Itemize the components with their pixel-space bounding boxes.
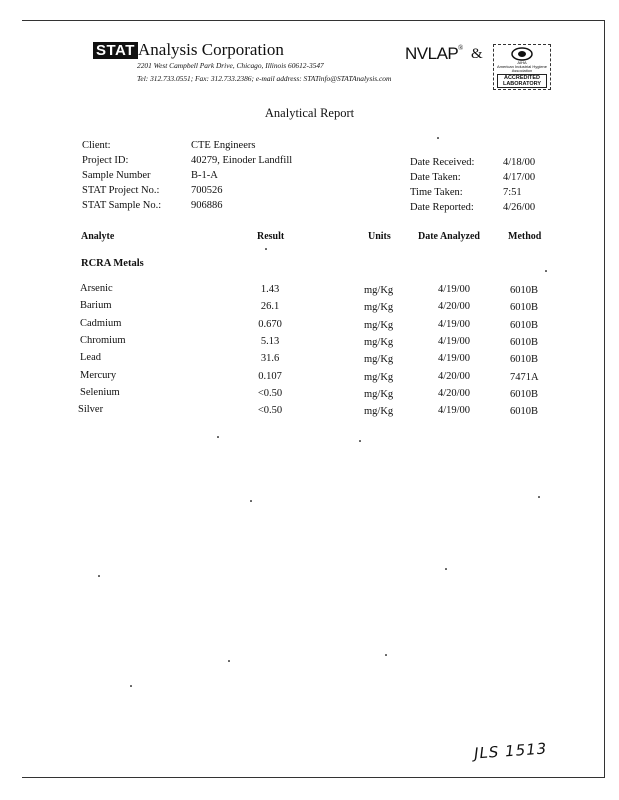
accredited-line-1: ACCREDITED xyxy=(503,75,541,81)
stat-sample-label: STAT Sample No.: xyxy=(82,200,162,211)
row-date: 4/20/00 xyxy=(437,371,471,382)
company-address: 2201 West Campbell Park Drive, Chicago, Illinois 60612-3547 xyxy=(137,61,324,70)
row-analyte: Silver xyxy=(78,404,104,415)
handwritten-annotation: JLS 1513 xyxy=(473,739,548,763)
time-taken-label: Time Taken: xyxy=(410,187,463,198)
header-result: Result xyxy=(257,231,285,242)
aiha-seal-icon xyxy=(511,47,533,61)
aiha-abbrev: AIHA xyxy=(517,60,527,65)
row-result: 31.6 xyxy=(260,353,280,364)
row-date: 4/19/00 xyxy=(437,284,471,295)
row-method: 6010B xyxy=(510,302,539,313)
scan-speck xyxy=(385,654,387,656)
accredited-label xyxy=(497,74,547,88)
row-analyte: Chromium xyxy=(80,335,126,346)
nvlap-logo: NVLAP xyxy=(405,44,459,63)
scan-speck xyxy=(265,248,267,250)
row-units: mg/Kg xyxy=(364,406,394,417)
section-title: RCRA Metals xyxy=(81,258,144,269)
company-name: Analysis Corporation xyxy=(138,40,284,59)
header-method: Method xyxy=(508,231,542,242)
date-reported-value: 4/26/00 xyxy=(503,202,536,213)
row-units: mg/Kg xyxy=(364,285,394,296)
row-units: mg/Kg xyxy=(364,354,394,365)
stat-logo: STAT xyxy=(93,42,138,59)
page-border-bottom xyxy=(22,777,605,778)
row-date: 4/19/00 xyxy=(437,405,471,416)
header-units: Units xyxy=(368,231,391,242)
row-date: 4/19/00 xyxy=(437,336,471,347)
row-method: 6010B xyxy=(510,320,539,331)
project-id-value: 40279, Einoder Landfill xyxy=(191,155,293,166)
client-value: CTE Engineers xyxy=(191,140,256,151)
date-received-label: Date Received: xyxy=(410,157,475,168)
scan-speck xyxy=(538,496,540,498)
report-title: Analytical Report xyxy=(264,106,355,120)
page-border-right xyxy=(604,20,605,778)
row-result: 26.1 xyxy=(260,301,280,312)
date-taken-label: Date Taken: xyxy=(410,172,461,183)
nvlap-registered-mark: ® xyxy=(458,44,464,52)
page-border-top xyxy=(22,20,605,21)
company-contact: Tel: 312.733.0551; Fax: 312.733.2386; e-mail address: STATinfo@STATAnalysis.com xyxy=(137,74,392,83)
aiha-accreditation-badge xyxy=(493,44,551,90)
aiha-name: American Industrial Hygiene Association xyxy=(496,64,548,73)
date-received-value: 4/18/00 xyxy=(503,157,536,168)
row-method: 6010B xyxy=(510,406,539,417)
ampersand: & xyxy=(471,46,483,62)
row-analyte: Cadmium xyxy=(80,318,122,329)
row-result: 0.107 xyxy=(258,371,282,382)
scan-speck xyxy=(545,270,547,272)
row-result: 5.13 xyxy=(260,336,280,347)
header-date-analyzed: Date Analyzed xyxy=(418,231,480,242)
row-method: 6010B xyxy=(510,285,539,296)
row-result: <0.50 xyxy=(257,388,283,399)
header-analyte: Analyte xyxy=(81,231,115,242)
scan-speck xyxy=(359,440,361,442)
row-date: 4/20/00 xyxy=(437,301,471,312)
time-taken-value: 7:51 xyxy=(503,187,522,198)
row-units: mg/Kg xyxy=(364,320,394,331)
sample-number-label: Sample Number xyxy=(82,170,151,181)
row-result: 0.670 xyxy=(258,319,282,330)
row-date: 4/19/00 xyxy=(437,353,471,364)
accredited-line-2: LABORATORY xyxy=(502,81,542,87)
row-method: 7471A xyxy=(510,372,539,383)
row-result: 1.43 xyxy=(260,284,280,295)
row-date: 4/20/00 xyxy=(437,388,471,399)
client-label: Client: xyxy=(82,140,111,151)
row-analyte: Mercury xyxy=(80,370,117,381)
date-taken-value: 4/17/00 xyxy=(503,172,536,183)
row-method: 6010B xyxy=(510,354,539,365)
row-analyte: Lead xyxy=(80,352,101,363)
scan-speck xyxy=(98,575,100,577)
row-date: 4/19/00 xyxy=(437,319,471,330)
stat-sample-value: 906886 xyxy=(191,200,223,211)
stat-project-value: 700526 xyxy=(191,185,223,196)
row-analyte: Selenium xyxy=(80,387,120,398)
row-result: <0.50 xyxy=(257,405,283,416)
row-analyte: Arsenic xyxy=(80,283,113,294)
row-analyte: Barium xyxy=(80,300,112,311)
date-reported-label: Date Reported: xyxy=(410,202,474,213)
row-units: mg/Kg xyxy=(364,337,394,348)
scan-speck xyxy=(445,568,447,570)
scan-speck xyxy=(228,660,230,662)
stat-project-label: STAT Project No.: xyxy=(82,185,160,196)
row-units: mg/Kg xyxy=(364,302,394,313)
row-units: mg/Kg xyxy=(364,372,394,383)
row-units: mg/Kg xyxy=(364,389,394,400)
row-method: 6010B xyxy=(510,337,539,348)
project-id-label: Project ID: xyxy=(82,155,129,166)
scan-speck xyxy=(250,500,252,502)
scan-speck xyxy=(437,137,439,139)
scan-speck xyxy=(217,436,219,438)
row-method: 6010B xyxy=(510,389,539,400)
sample-number-value: B-1-A xyxy=(191,170,218,181)
scan-speck xyxy=(130,685,132,687)
